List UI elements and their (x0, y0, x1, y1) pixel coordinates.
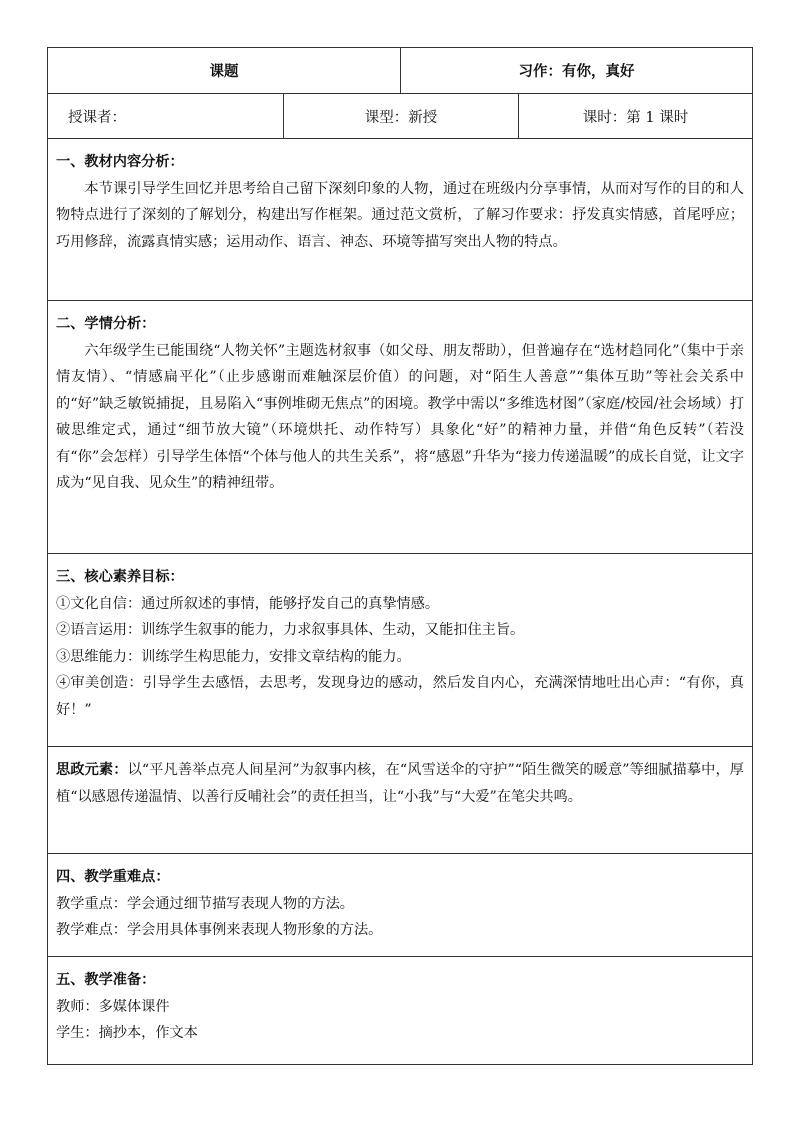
teacher-preparation: 教师：多媒体课件 (56, 998, 170, 1015)
period-cell: 课时：第 1 课时 (582, 109, 689, 126)
ideology-paragraph (56, 757, 744, 810)
students-section (47, 301, 753, 554)
goal-item: ③思维能力：训练学生构思能力，安排文章结构的能力。 (56, 648, 411, 665)
students-body: 六年级学生已能围绕“人物关怀”主题选材叙事（如父母、朋友帮助），但普遍存在“选材趋同化”（集中于亲情友情）、“情感扁平化”（止步感谢而难触深层价值）的问题，对“陌生人善意”“集体互助”等社会关系中的“好”缺乏敏锐捕捉，且易陷入“事例堆砌无焦点”的困境。教学中需以“多维选材图”（家庭/校园/社会场域）打破思维定式，通过“细节放大镜”（环境烘托、动作特写）具象化“好”的精神力量，并借“角色反转”（若没有“你”会怎样）引导学生体悟“个体与他人的共生关系”，将“感恩”升华为“接力传递温暖”的成长自觉，让文字成为“见自我、见众生”的精神纽带。 (56, 342, 744, 491)
preparation-title: 五、教学准备： (56, 972, 156, 988)
goals-title: 三、核心素养目标： (56, 569, 184, 585)
meta-row (47, 94, 753, 139)
topic-row (47, 47, 753, 94)
student-preparation: 学生：摘抄本，作文本 (56, 1025, 198, 1041)
topic-value: 习作：有你，真好 (518, 64, 635, 80)
materials-title: 一、教材内容分析： (56, 154, 184, 170)
goal-item: ②语言运用：训练学生叙事的能力，力求叙事具体、生动，又能扣住主旨。 (56, 622, 525, 638)
lesson-plan-table (47, 47, 753, 1065)
ideology-section (47, 747, 753, 854)
keypoints-title: 四、教学重难点： (56, 869, 170, 885)
goal-item: ④审美创造：引导学生去感悟，去思考，发现身边的感动，然后发自内心，充满深情地吐出心声：“有你，真好！” (56, 675, 744, 718)
keypoints-section (47, 854, 753, 957)
difficult-point: 教学难点：学会用具体事例来表现人物形象的方法。 (56, 922, 383, 938)
materials-body: 本节课引导学生回忆并思考给自己留下深刻印象的人物，通过在班级内分享事情，从而对写作的目的和人物特点进行了深刻的了解划分，构建出写作框架。通过范文赏析，了解习作要求：抒发真实情感，首尾呼应；巧用修辞，流露真情实感；运用动作、语言、神态、环境等描写突出人物的特点。 (56, 180, 744, 250)
goals-section (47, 554, 753, 747)
materials-section (47, 139, 753, 301)
key-point: 教学重点：学会通过细节描写表现人物的方法。 (56, 895, 354, 912)
teacher-cell: 授课者： (48, 94, 284, 138)
goal-item: ①文化自信：通过所叙述的事情，能够抒发自己的真挚情感。 (56, 595, 440, 612)
lesson-type-cell: 课型：新授 (284, 94, 519, 138)
topic-label: 课题 (48, 48, 401, 93)
preparation-section (47, 957, 753, 1065)
ideology-title: 思政元素： (56, 762, 128, 778)
ideology-body: 以“平凡善举点亮人间星河”为叙事内核，在“风雪送伞的守护”“陌生微笑的暖意”等细腻描摹中，厚植“以感恩传递温情、以善行反哺社会”的责任担当，让“小我”与“大爱”在笔尖共鸣。 (56, 762, 744, 805)
students-title: 二、学情分析： (56, 316, 156, 332)
